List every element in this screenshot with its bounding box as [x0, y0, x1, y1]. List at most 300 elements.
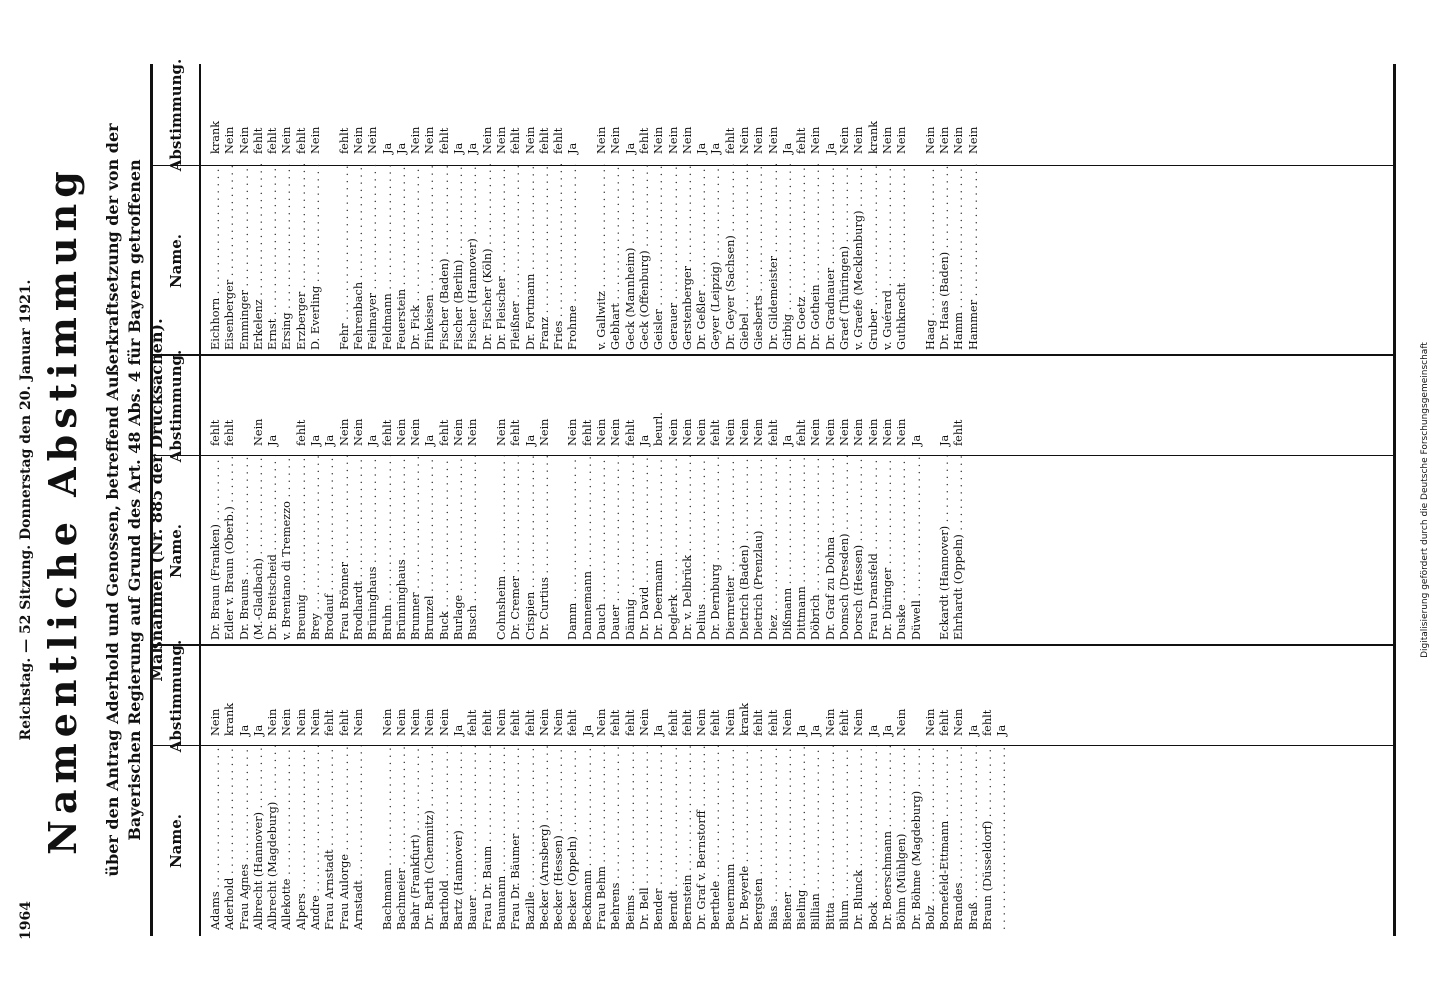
member-name: Fries . . . — [552, 164, 566, 350]
vote-value: Ja — [452, 142, 466, 154]
vote-value: Nein — [351, 708, 365, 736]
member-name: Gruber . . . — [867, 164, 881, 350]
vote-row — [609, 646, 623, 930]
vote-row — [809, 646, 823, 930]
member-name: Delius . . . — [695, 456, 709, 640]
vote-value: Nein — [666, 126, 680, 154]
vote-row — [280, 64, 294, 350]
vote-value: Ja — [652, 724, 666, 736]
member-name: Dr. Blunck . . . — [852, 746, 866, 930]
vote-value: Ja — [380, 142, 394, 154]
member-name: Erzberger . . . — [295, 164, 309, 350]
vote-value: fehlt — [223, 419, 237, 446]
vote-row — [238, 64, 252, 350]
vote-value: Nein — [823, 418, 837, 446]
vote-value: fehlt — [466, 709, 480, 736]
vote-value: fehlt — [623, 709, 637, 736]
member-name: Dr. David . . . — [638, 456, 652, 640]
vote-row — [967, 646, 981, 930]
vote-value: Nein — [494, 418, 508, 446]
vote-value: fehlt — [523, 709, 537, 736]
member-name: Dr. Deermann . . . — [652, 456, 666, 640]
member-name: Dorsch (Hessen) . . . — [852, 456, 866, 640]
member-name: Frau Aulorge . . . — [338, 746, 352, 930]
vote-row — [695, 64, 709, 350]
vote-row — [638, 356, 652, 640]
vote-row — [667, 356, 681, 640]
member-name: Dr. v. Delbrück . . . — [681, 456, 695, 640]
member-name: Geck (Offenburg) . . . — [638, 164, 652, 350]
vote-row — [280, 646, 294, 930]
vote-value: Nein — [523, 126, 537, 154]
vote-row — [266, 356, 280, 640]
member-name: Alpers . . . — [295, 746, 309, 930]
member-name: Haag . . . — [924, 164, 938, 350]
member-name: v. Brentano di Tremezzo . . . — [280, 456, 294, 640]
vote-value: Ja — [580, 724, 594, 736]
vote-row — [709, 64, 723, 350]
member-name: Becker (Arnsberg) . . . — [538, 746, 552, 930]
vote-row — [881, 356, 895, 640]
vote-value: Nein — [952, 708, 966, 736]
member-name: Frohme . . . — [566, 164, 580, 350]
member-name: Bornefeld-Ettmann . . . — [938, 746, 952, 930]
vote-row — [423, 646, 437, 930]
member-name: v. Gallwitz . . . — [595, 164, 609, 350]
vote-value: Nein — [809, 126, 823, 154]
member-name: Dr. Geyer (Sachsen) . . . — [724, 164, 738, 350]
member-name: Frau Agnes . . . — [238, 746, 252, 930]
vote-row — [709, 356, 723, 640]
vote-value — [280, 356, 294, 456]
member-name: Dr. Fischer (Köln) . . . — [481, 164, 495, 350]
vote-row — [295, 646, 309, 930]
member-name: v. Guérard . . . — [881, 164, 895, 350]
vote-row — [852, 646, 866, 930]
vote-row — [466, 356, 480, 640]
vote-value: fehlt — [509, 127, 523, 154]
vote-row — [395, 356, 409, 640]
member-name: Brandes . . . — [952, 746, 966, 930]
vote-row — [209, 356, 223, 640]
vote-row — [724, 356, 738, 640]
vote-row — [624, 356, 638, 640]
vote-value: Nein — [294, 708, 308, 736]
member-name: Beims . . . — [624, 746, 638, 930]
vote-value: Nein — [466, 418, 480, 446]
member-name: Ernst . . . — [266, 164, 280, 350]
vote-row — [352, 64, 366, 350]
vote-value: Nein — [380, 708, 394, 736]
vote-value: Ja — [780, 434, 794, 446]
vote-row — [295, 356, 309, 640]
vote-row — [652, 646, 666, 930]
vote-row — [452, 64, 466, 350]
col3-vote-header: Abstimmung. — [153, 64, 201, 166]
vote-row — [767, 646, 781, 930]
vote-row — [752, 356, 766, 640]
vote-row — [566, 356, 580, 640]
vote-row — [209, 64, 223, 350]
vote-value: Nein — [566, 418, 580, 446]
member-name: Domsch (Dresden) . . . — [838, 456, 852, 640]
vote-row — [910, 356, 924, 640]
vote-value: fehlt — [795, 419, 809, 446]
vote-row — [638, 64, 652, 350]
member-name: Allekotte . . . — [280, 746, 294, 930]
vote-row — [352, 356, 366, 640]
vote-row — [895, 356, 909, 640]
vote-row — [795, 646, 809, 930]
vote-value — [238, 356, 252, 456]
vote-row — [395, 64, 409, 350]
vote-value: Ja — [823, 142, 837, 154]
page-number: 1964 — [18, 901, 34, 940]
member-name: Adams . . . — [209, 746, 223, 930]
member-name: Bachmann . . . — [381, 746, 395, 930]
vote-row — [466, 646, 480, 930]
member-name: (M.-Gladbach) . . . — [252, 456, 266, 640]
vote-row — [809, 64, 823, 350]
vote-value: fehlt — [509, 419, 523, 446]
member-name: Aderhold . . . — [223, 746, 237, 930]
vote-row — [595, 356, 609, 640]
vote-row — [552, 646, 566, 930]
col3-name-header: Name. — [153, 166, 201, 356]
col1-vote-header: Abstimmung. — [153, 646, 201, 746]
vote-value: fehlt — [266, 127, 280, 154]
vote-value: Nein — [595, 126, 609, 154]
member-name: D. Everling . . . — [309, 164, 323, 350]
member-name: Dauer . . . — [609, 456, 623, 640]
member-name: Damm . . . — [566, 456, 580, 640]
vote-value: fehlt — [294, 419, 308, 446]
vote-row — [910, 646, 924, 930]
vote-value: fehlt — [537, 127, 551, 154]
vote-value: Nein — [251, 418, 265, 446]
vote-row — [781, 356, 795, 640]
vote-value: fehlt — [981, 709, 995, 736]
vote-value: fehlt — [838, 709, 852, 736]
vote-row — [309, 646, 323, 930]
vote-row — [709, 646, 723, 930]
vote-row — [238, 356, 252, 640]
vote-row — [538, 646, 552, 930]
vote-value: Nein — [237, 126, 251, 154]
vote-value: Nein — [852, 708, 866, 736]
member-name: Geyer (Leipzig) . . . — [709, 164, 723, 350]
page-title: Namentliche Abstimmung — [40, 165, 85, 855]
vote-value: fehlt — [709, 419, 723, 446]
row-gap — [366, 646, 380, 930]
vote-row — [609, 64, 623, 350]
member-name: v. Graefe (Mecklenburg) . . . — [852, 164, 866, 350]
member-name: Dr. Gradnauer . . . — [824, 164, 838, 350]
vote-value: Nein — [309, 708, 323, 736]
vote-value: Nein — [680, 126, 694, 154]
vote-value: Nein — [966, 126, 980, 154]
vote-row — [852, 356, 866, 640]
member-name: Bachmeier . . . — [395, 746, 409, 930]
member-name: Eisenberger . . . — [223, 164, 237, 350]
vote-value: fehlt — [437, 127, 451, 154]
vote-row — [381, 646, 395, 930]
vote-value: Nein — [452, 418, 466, 446]
vote-row — [566, 646, 580, 930]
member-name: Beuermann . . . — [724, 746, 738, 930]
vote-row — [867, 64, 881, 350]
member-name: Hamm . . . — [952, 164, 966, 350]
vote-value: Nein — [494, 126, 508, 154]
vote-row — [309, 356, 323, 640]
vote-row — [495, 646, 509, 930]
member-name: Braß . . . — [967, 746, 981, 930]
member-name: Dr. Boerschmann . . . — [881, 746, 895, 930]
vote-row — [266, 64, 280, 350]
member-name: Braun (Düsseldorf) . . . — [981, 746, 995, 930]
vote-row — [223, 646, 237, 930]
member-name: Buck . . . — [438, 456, 452, 640]
member-name: Frau Dransfeld . . . — [867, 456, 881, 640]
member-name: Dietrich (Baden) . . . — [738, 456, 752, 640]
member-name: Dr. Düringer . . . — [881, 456, 895, 640]
member-name: Dannemann . . . — [581, 456, 595, 640]
vote-value: Nein — [752, 418, 766, 446]
member-name: Erkelenz . . . — [252, 164, 266, 350]
vote-value: fehlt — [938, 709, 952, 736]
vote-row — [509, 646, 523, 930]
member-name: Dietrich (Prenzlau) . . . — [752, 456, 766, 640]
member-name: Fleißner . . . — [509, 164, 523, 350]
member-name: Bolz . . . — [924, 746, 938, 930]
vote-row — [695, 646, 709, 930]
vote-row — [423, 356, 437, 640]
member-name: Girbig . . . — [781, 164, 795, 350]
vote-value: Nein — [409, 126, 423, 154]
vote-row — [566, 64, 580, 350]
vote-row — [681, 64, 695, 350]
vote-row — [967, 64, 981, 350]
member-name: Biener . . . — [781, 746, 795, 930]
vote-value: Nein — [737, 418, 751, 446]
member-name: Dr. Brauns . . . — [238, 456, 252, 640]
member-name: Bernstein . . . — [681, 746, 695, 930]
vote-row — [924, 646, 938, 930]
vote-row — [238, 646, 252, 930]
vote-row — [781, 64, 795, 350]
vote-value: Nein — [780, 708, 794, 736]
member-name: Feldmann . . . — [381, 164, 395, 350]
column-2-entries — [209, 356, 967, 640]
member-name: Fehr . . . — [338, 164, 352, 350]
vote-row — [824, 64, 838, 350]
vote-row — [481, 64, 495, 350]
member-name: Ehrhardt (Oppeln) . . . — [952, 456, 966, 640]
vote-value: fehlt — [709, 709, 723, 736]
vote-row — [995, 646, 1009, 930]
vote-value: fehlt — [437, 419, 451, 446]
vote-row — [881, 646, 895, 930]
member-name: Dännig . . . — [624, 456, 638, 640]
member-name: Brunzel . . . — [423, 456, 437, 640]
vote-row — [638, 646, 652, 930]
vote-value: Nein — [423, 708, 437, 736]
vote-value: Nein — [880, 418, 894, 446]
vote-row — [938, 646, 952, 930]
member-name: Dr. Böhme (Magdeburg) . . . — [910, 746, 924, 930]
vote-row — [981, 646, 995, 930]
vote-value: fehlt — [294, 127, 308, 154]
member-name: Fischer (Hannover) . . . — [466, 164, 480, 350]
vote-value: fehlt — [552, 127, 566, 154]
vote-value: Nein — [923, 126, 937, 154]
vote-value: Nein — [537, 418, 551, 446]
vote-value: Nein — [609, 126, 623, 154]
vote-value: Nein — [351, 126, 365, 154]
vote-value: fehlt — [337, 709, 351, 736]
vote-row — [738, 64, 752, 350]
vote-value: krank — [223, 702, 237, 736]
member-name: Frau Behm . . . — [595, 746, 609, 930]
member-name: Dr. Graf zu Dohna . . . — [824, 456, 838, 640]
vote-value: fehlt — [766, 709, 780, 736]
member-name: Behrens . . . — [609, 746, 623, 930]
vote-row — [438, 646, 452, 930]
row-gap — [323, 64, 337, 350]
vote-value: fehlt — [209, 419, 222, 446]
vote-row — [752, 64, 766, 350]
col2-vote-header: Abstimmung. — [153, 356, 201, 456]
vote-value: krank — [737, 702, 751, 736]
member-name: Diez . . . — [767, 456, 781, 640]
vote-row — [824, 356, 838, 640]
member-name: Brodhardt . . . — [352, 456, 366, 640]
vote-value: Nein — [409, 418, 423, 446]
row-gap — [581, 64, 595, 350]
member-name: Edler v. Braun (Oberb.) . . . — [223, 456, 237, 640]
vote-row — [609, 356, 623, 640]
vote-row — [667, 646, 681, 930]
member-name: Berthele . . . — [709, 746, 723, 930]
vote-value: krank — [209, 120, 222, 154]
vote-row — [438, 64, 452, 350]
member-name: Geisler . . . — [652, 164, 666, 350]
vote-value: Nein — [723, 708, 737, 736]
vote-row — [738, 356, 752, 640]
vote-value: fehlt — [323, 709, 337, 736]
member-name: Gerauer . . . — [667, 164, 681, 350]
vote-value: fehlt — [680, 709, 694, 736]
vote-value: Nein — [595, 418, 609, 446]
vote-row — [409, 646, 423, 930]
vote-row — [395, 646, 409, 930]
vote-row — [366, 356, 380, 640]
vote-value: Ja — [695, 142, 709, 154]
vote-row — [652, 356, 666, 640]
vote-row — [952, 64, 966, 350]
member-name: Düwell . . . — [910, 456, 924, 640]
member-name: Becker (Oppeln) . . . — [566, 746, 580, 930]
vote-value: fehlt — [623, 419, 637, 446]
vote-row — [881, 64, 895, 350]
member-name: Duske . . . — [895, 456, 909, 640]
member-name: Gebhart . . . — [609, 164, 623, 350]
member-name: Finkeisen . . . — [423, 164, 437, 350]
member-name — [995, 746, 1009, 930]
vote-row — [438, 356, 452, 640]
vote-row — [524, 64, 538, 350]
vote-value — [910, 646, 924, 746]
vote-row — [624, 64, 638, 350]
vote-value: Ja — [880, 724, 894, 736]
row-gap — [481, 356, 495, 640]
vote-value: beurl. — [652, 412, 666, 446]
vote-value: Ja — [251, 724, 265, 736]
vote-value: Nein — [423, 126, 437, 154]
vote-value: Nein — [752, 126, 766, 154]
vote-value: Nein — [895, 418, 909, 446]
member-name: Gerstenberger . . . — [681, 164, 695, 350]
member-name: Brunner . . . — [409, 456, 423, 640]
vote-row — [252, 64, 266, 350]
vote-row — [938, 64, 952, 350]
vote-row — [752, 646, 766, 930]
member-name: Bazille . . . — [524, 746, 538, 930]
vote-value: Nein — [723, 418, 737, 446]
member-name: Dr. Fortmann . . . — [524, 164, 538, 350]
member-name: Dr. Gildemeister . . . — [767, 164, 781, 350]
vote-row — [795, 64, 809, 350]
col1-name-header: Name. — [153, 746, 201, 936]
member-name: Bock . . . — [867, 746, 881, 930]
vote-value: fehlt — [666, 709, 680, 736]
member-name: Eckardt (Hannover) . . . — [938, 456, 952, 640]
vote-row — [352, 646, 366, 930]
vote-value: Nein — [737, 126, 751, 154]
member-name: Dr. Fick . . . — [409, 164, 423, 350]
row-gap — [910, 64, 924, 350]
member-name: Baumann . . . — [495, 746, 509, 930]
vote-row — [667, 64, 681, 350]
vote-value: Nein — [895, 126, 909, 154]
vote-value: Ja — [366, 434, 380, 446]
member-name: Emminger . . . — [238, 164, 252, 350]
member-name: Dr. Haas (Baden) . . . — [938, 164, 952, 350]
vote-value: Nein — [895, 708, 909, 736]
vote-value: fehlt — [580, 419, 594, 446]
vote-row — [409, 356, 423, 640]
member-name: Frau Arnstadt . . . — [323, 746, 337, 930]
member-name: Frau Dr. Bäumer . . . — [509, 746, 523, 930]
member-name: Dr. Fleischer . . . — [495, 164, 509, 350]
vote-value: Ja — [323, 434, 337, 446]
vote-row — [767, 356, 781, 640]
vote-value: Ja — [909, 434, 923, 446]
member-name: Hammer . . . — [967, 164, 981, 350]
member-name: Dr. Graf v. Bernstorff . . . — [695, 746, 709, 930]
vote-value: Nein — [695, 418, 709, 446]
vote-value: Nein — [838, 418, 852, 446]
member-name: Beckmann . . . — [581, 746, 595, 930]
vote-row — [381, 356, 395, 640]
member-name: Dißmann . . . — [781, 456, 795, 640]
vote-value: Ja — [795, 724, 809, 736]
vote-row — [952, 646, 966, 930]
vote-row — [681, 646, 695, 930]
row-gap — [924, 356, 938, 640]
member-name: Dittmann . . . — [795, 456, 809, 640]
vote-row — [295, 64, 309, 350]
